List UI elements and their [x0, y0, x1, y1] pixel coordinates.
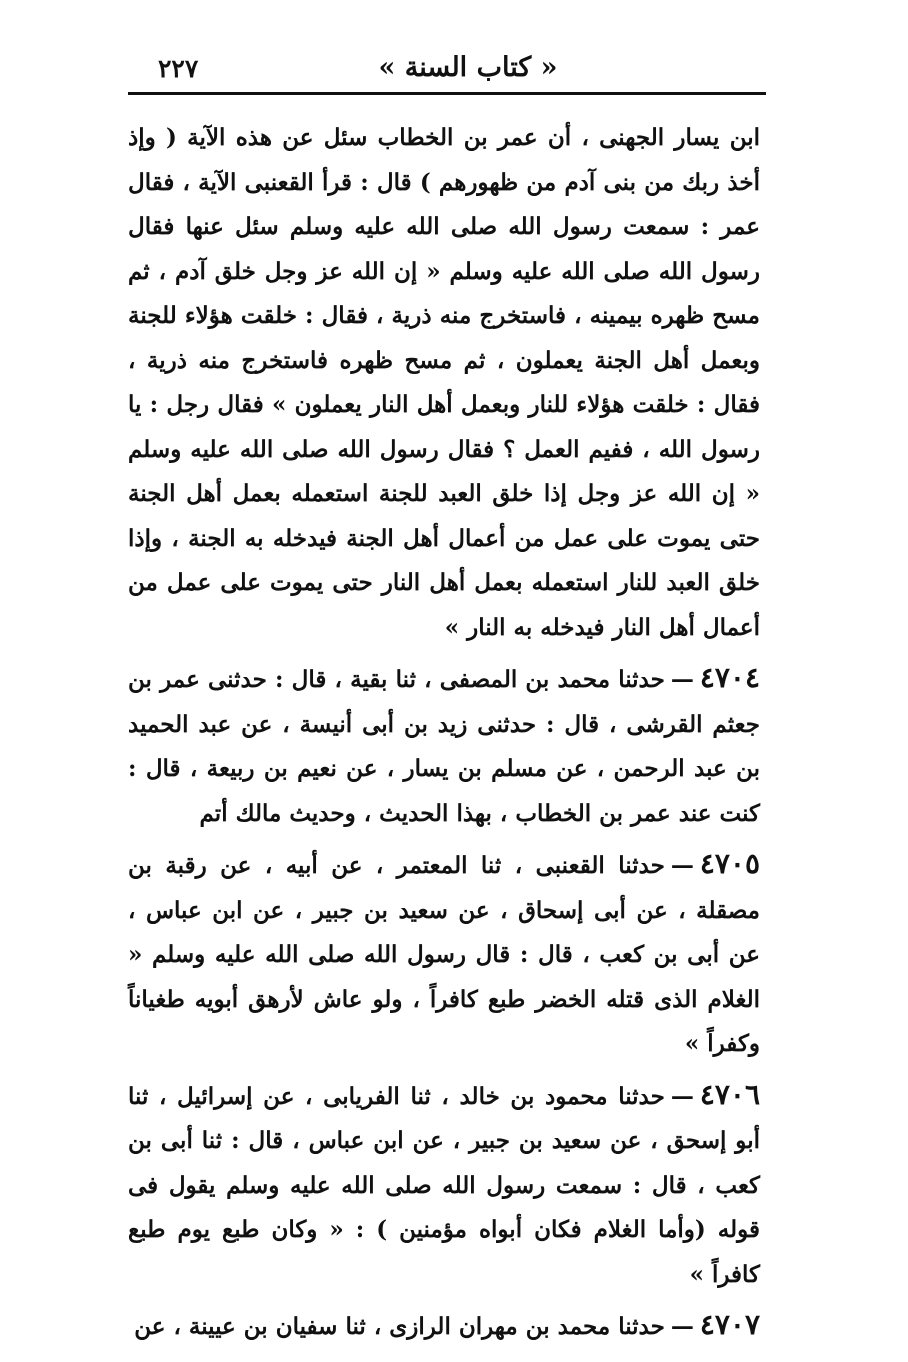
page-body [128, 116, 760, 1362]
hadith-4707 [128, 1303, 760, 1350]
hadith-number: ٤٧٠٧ [699, 1308, 760, 1341]
book-title: « كتاب السنة » [378, 52, 558, 83]
page-header [128, 50, 764, 92]
hadith-4704 [128, 656, 760, 836]
paragraph-continuation [128, 116, 760, 650]
hadith-text: حدثنا محمد بن مهران الرازى ، ثنا سفيان بن عيينة ، عن [134, 1313, 665, 1340]
hadith-number: ٤٧٠٤ [699, 661, 760, 694]
dash: — [670, 666, 694, 693]
hadith-number: ٤٧٠٦ [699, 1077, 760, 1111]
dash: — [670, 1082, 694, 1110]
hadith-text: حدثنا القعنبى ، ثنا المعتمر ، عن أبيه ، عن رقبة بن مصقلة ، عن أبى إسحاق ، عن سعيد بن جبير ، عن ابن عباس ، عن أبى بن كعب ، قال : قال رسول الله صلى الله عليه وسلم « الغلام الذى قتله الخضر طبع كافراً ، ولو عاش لأرهق أبويه طغياناً وكفراً » [128, 852, 760, 1057]
hadith-4706 [128, 1073, 760, 1298]
paragraph-text: ابن يسار الجهنى ، أن عمر بن الخطاب سئل عن هذه الآية ( وإذ أخذ ربك من بنى آدم من ظهورهم ) قال : قرأ القعنبى الآية ، فقال عمر : سمعت رسول الله صلى الله عليه وسلم سئل عنها فقال رسول الله صلى الله عليه وسلم « إن الله عز وجل خلق آدم ، ثم مسح ظهره بيمينه ، فاستخرج منه ذرية ، فقال : خلقت هؤلاء للجنة وبعمل أهل الجنة يعملون ، ثم مسح ظهره فاستخرج منه ذرية ، فقال : خلقت هؤلاء للنار وبعمل أهل النار يعملون » فقال رجل : يا رسول الله ، ففيم العمل ؟ فقال رسول الله صلى الله عليه وسلم « إن الله عز وجل إذا خلق العبد للجنة استعمله بعمل أهل الجنة حتى يموت على عمل من أعمال أهل الجنة فيدخله به الجنة ، وإذا خلق العبد للنار استعمله بعمل أهل النار حتى يموت على عمل من أعمال أهل النار فيدخله به النار » [128, 124, 760, 641]
hadith-text: حدثنا محمود بن خالد ، ثنا الفريابى ، عن إسرائيل ، ثنا أبو إسحق ، عن سعيد بن جبير ، عن ابن عباس ، قال : ثنا أبى بن كعب ، قال : سمعت رسول الله صلى الله عليه وسلم يقول فى قوله (وأما الغلام فكان أبواه مؤمنين ) : « وكان طبع يوم طبع كافراً » [128, 1082, 760, 1288]
hadith-number: ٤٧٠٥ [699, 847, 760, 880]
page-number: ٢٢٧ [158, 54, 199, 83]
header-divider [128, 92, 766, 95]
hadith-text: حدثنا محمد بن المصفى ، ثنا بقية ، قال : حدثنى عمر بن جعثم القرشى ، قال : حدثنى زيد بن أبى أنيسة ، عن عبد الحميد بن عبد الرحمن ، عن مسلم بن يسار ، عن نعيم بن ربيعة ، قال : كنت عند عمر بن الخطاب ، بهذا الحديث ، وحديث مالك أتم [128, 666, 760, 827]
hadith-4705 [128, 842, 760, 1067]
dash: — [670, 1313, 694, 1340]
dash: — [670, 852, 694, 879]
